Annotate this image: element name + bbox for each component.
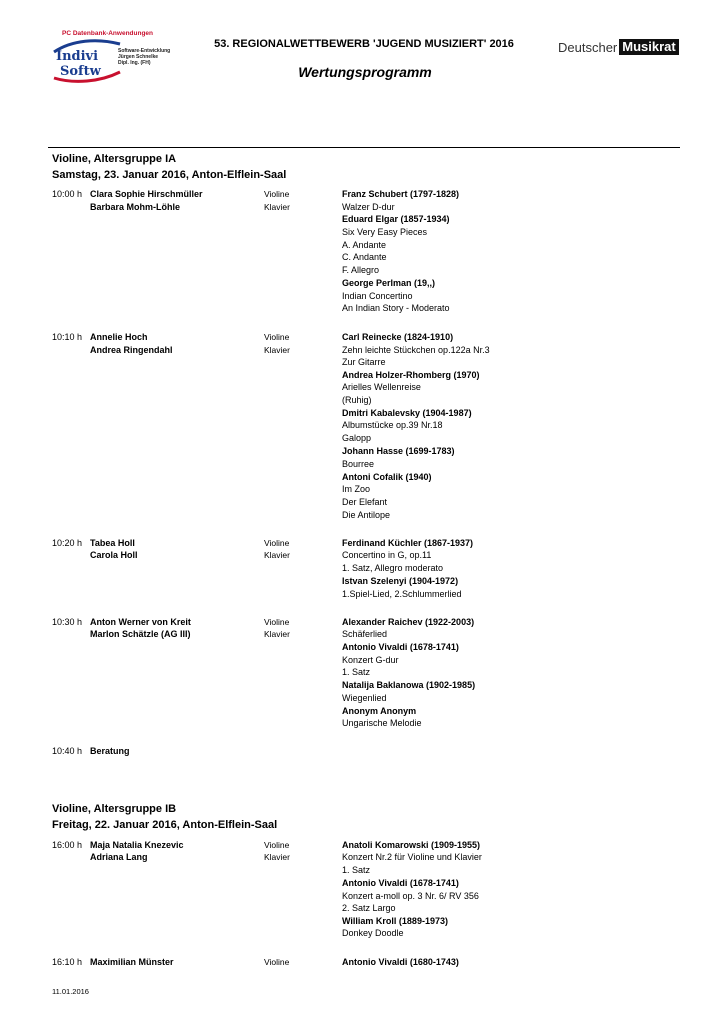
piece-title: Konzert G-dur — [342, 655, 399, 665]
section-title: Violine, Altersgruppe IA — [52, 153, 177, 165]
composer: Franz Schubert (1797-1828) — [342, 189, 460, 199]
composer: George Perlman (19,,) — [342, 278, 436, 288]
participant-instrument: Violine — [264, 538, 290, 548]
piece-title: Donkey Doodle — [342, 928, 404, 938]
participant-instrument: Violine — [264, 617, 290, 627]
piece-title: A. Andante — [342, 240, 387, 250]
composer: Antonio Vivaldi (1680-1743) — [342, 957, 459, 967]
participant-instrument: Klavier — [264, 550, 290, 560]
piece-title: Konzert a-moll op. 3 Nr. 6/ RV 356 — [342, 891, 479, 901]
composer: Carl Reinecke (1824-1910) — [342, 332, 454, 342]
composer: William Kroll (1889-1973) — [342, 916, 448, 926]
svg-text:Indivi: Indivi — [56, 49, 99, 64]
logo-line: Software-Entwicklung — [118, 48, 171, 54]
footer-date: 11.01.2016 — [52, 987, 89, 996]
participant-name: Adriana Lang — [90, 852, 148, 862]
participant-name: Andrea Ringendahl — [90, 345, 173, 355]
composer: Alexander Raichev (1922-2003) — [342, 617, 475, 627]
participant-instrument: Klavier — [264, 202, 290, 212]
entry-time: 10:30 h — [52, 617, 83, 627]
composer: Andrea Holzer-Rhomberg (1970) — [342, 370, 480, 380]
piece-title: Wiegenlied — [342, 693, 387, 703]
entry-time: 10:00 h — [52, 189, 83, 199]
entry-time: 10:10 h — [52, 332, 83, 342]
logo-word-boxed: Musikrat — [619, 39, 678, 55]
composer: Anonym Anonym — [342, 706, 417, 716]
participant-name: Maja Natalia Knezevic — [90, 840, 184, 850]
piece-title: Die Antilope — [342, 510, 391, 520]
composer: Eduard Elgar (1857-1934) — [342, 214, 450, 224]
logo-company-name: PC Datenbank-Anwendungen — [62, 30, 154, 37]
musikrat-logo — [558, 39, 679, 55]
piece-title: Albumstücke op.39 Nr.18 — [342, 420, 443, 430]
composer: Natalija Baklanowa (1902-1985) — [342, 680, 476, 690]
logo-swoosh-icon — [52, 34, 122, 84]
composer: Ferdinand Küchler (1867-1937) — [342, 538, 474, 548]
participant-instrument: Violine — [264, 957, 290, 967]
svg-text:Softw: Softw — [60, 64, 101, 79]
composer: Johann Hasse (1699-1783) — [342, 446, 455, 456]
participant-instrument: Klavier — [264, 345, 290, 355]
participant-name: Clara Sophie Hirschmüller — [90, 189, 203, 199]
entry-time: 16:00 h — [52, 840, 83, 850]
piece-title: Galopp — [342, 433, 372, 443]
piece-title: Schäferlied — [342, 629, 388, 639]
participant-name: Anton Werner von Kreit — [90, 617, 191, 627]
participant-name: Maximilian Münster — [90, 957, 174, 967]
piece-title: 1. Satz — [342, 865, 371, 875]
piece-title: An Indian Story - Moderato — [342, 303, 450, 313]
composer: Antoni Cofalik (1940) — [342, 472, 432, 482]
piece-title: Six Very Easy Pieces — [342, 227, 428, 237]
composer: Antonio Vivaldi (1678-1741) — [342, 878, 459, 888]
section-date: Freitag, 22. Januar 2016, Anton-Elflein-Saal — [52, 819, 278, 831]
composer: Istvan Szelenyi (1904-1972) — [342, 576, 459, 586]
logo-details — [118, 48, 170, 66]
piece-title: 1.Spiel-Lied, 2.Schlummerlied — [342, 589, 462, 599]
participant-name: Marlon Schätzle (AG III) — [90, 629, 191, 639]
piece-title: Ungarische Melodie — [342, 718, 422, 728]
logo-line: Dipl. Ing. (FH) — [118, 60, 151, 66]
participant-name: Tabea Holl — [90, 538, 135, 548]
entry-time: 10:20 h — [52, 538, 83, 548]
piece-title: Der Elefant — [342, 497, 388, 507]
logo-line: Jürgen Schnelke — [118, 54, 159, 60]
section-date: Samstag, 23. Januar 2016, Anton-Elflein-Saal — [52, 169, 287, 181]
piece-title: Walzer D-dur — [342, 202, 395, 212]
participant-instrument: Violine — [264, 840, 290, 850]
company-logo — [52, 30, 177, 94]
section-title: Violine, Altersgruppe IB — [52, 803, 177, 815]
participant-name: Annelie Hoch — [90, 332, 148, 342]
participant-instrument: Klavier — [264, 629, 290, 639]
entry-time: 10:40 h — [52, 746, 83, 756]
page-subtitle: Wertungsprogramm — [298, 64, 432, 80]
participant-name: Barbara Mohm-Löhle — [90, 202, 181, 212]
piece-title: 1. Satz — [342, 667, 371, 677]
entry-time: 16:10 h — [52, 957, 83, 967]
page-title: 53. REGIONALWETTBEWERB 'JUGEND MUSIZIERT' 2016 — [214, 38, 514, 50]
piece-title: F. Allegro — [342, 265, 380, 275]
composer: Antonio Vivaldi (1678-1741) — [342, 642, 459, 652]
participant-instrument: Violine — [264, 189, 290, 199]
piece-title: Arielles Wellenreise — [342, 382, 421, 392]
piece-title: Concertino in G, op.11 — [342, 550, 432, 560]
piece-title: Zehn leichte Stückchen op.122a Nr.3 — [342, 345, 490, 355]
piece-title: C. Andante — [342, 252, 387, 262]
piece-title: Im Zoo — [342, 484, 371, 494]
piece-title: Bourree — [342, 459, 375, 469]
piece-title: Konzert Nr.2 für Violine und Klavier — [342, 852, 482, 862]
piece-title: 2. Satz Largo — [342, 903, 396, 913]
piece-title: Indian Concertino — [342, 291, 413, 301]
piece-title: 1. Satz, Allegro moderato — [342, 563, 444, 573]
participant-instrument: Klavier — [264, 852, 290, 862]
piece-title: (Ruhig) — [342, 395, 372, 405]
piece-title: Zur Gitarre — [342, 357, 386, 367]
participant-name: Carola Holl — [90, 550, 138, 560]
composer: Dmitri Kabalevsky (1904-1987) — [342, 408, 472, 418]
participant-instrument: Violine — [264, 332, 290, 342]
participant-name: Beratung — [90, 746, 130, 756]
header-divider — [48, 147, 680, 148]
composer: Anatoli Komarowski (1909-1955) — [342, 840, 481, 850]
logo-word: Deutscher — [558, 39, 618, 55]
